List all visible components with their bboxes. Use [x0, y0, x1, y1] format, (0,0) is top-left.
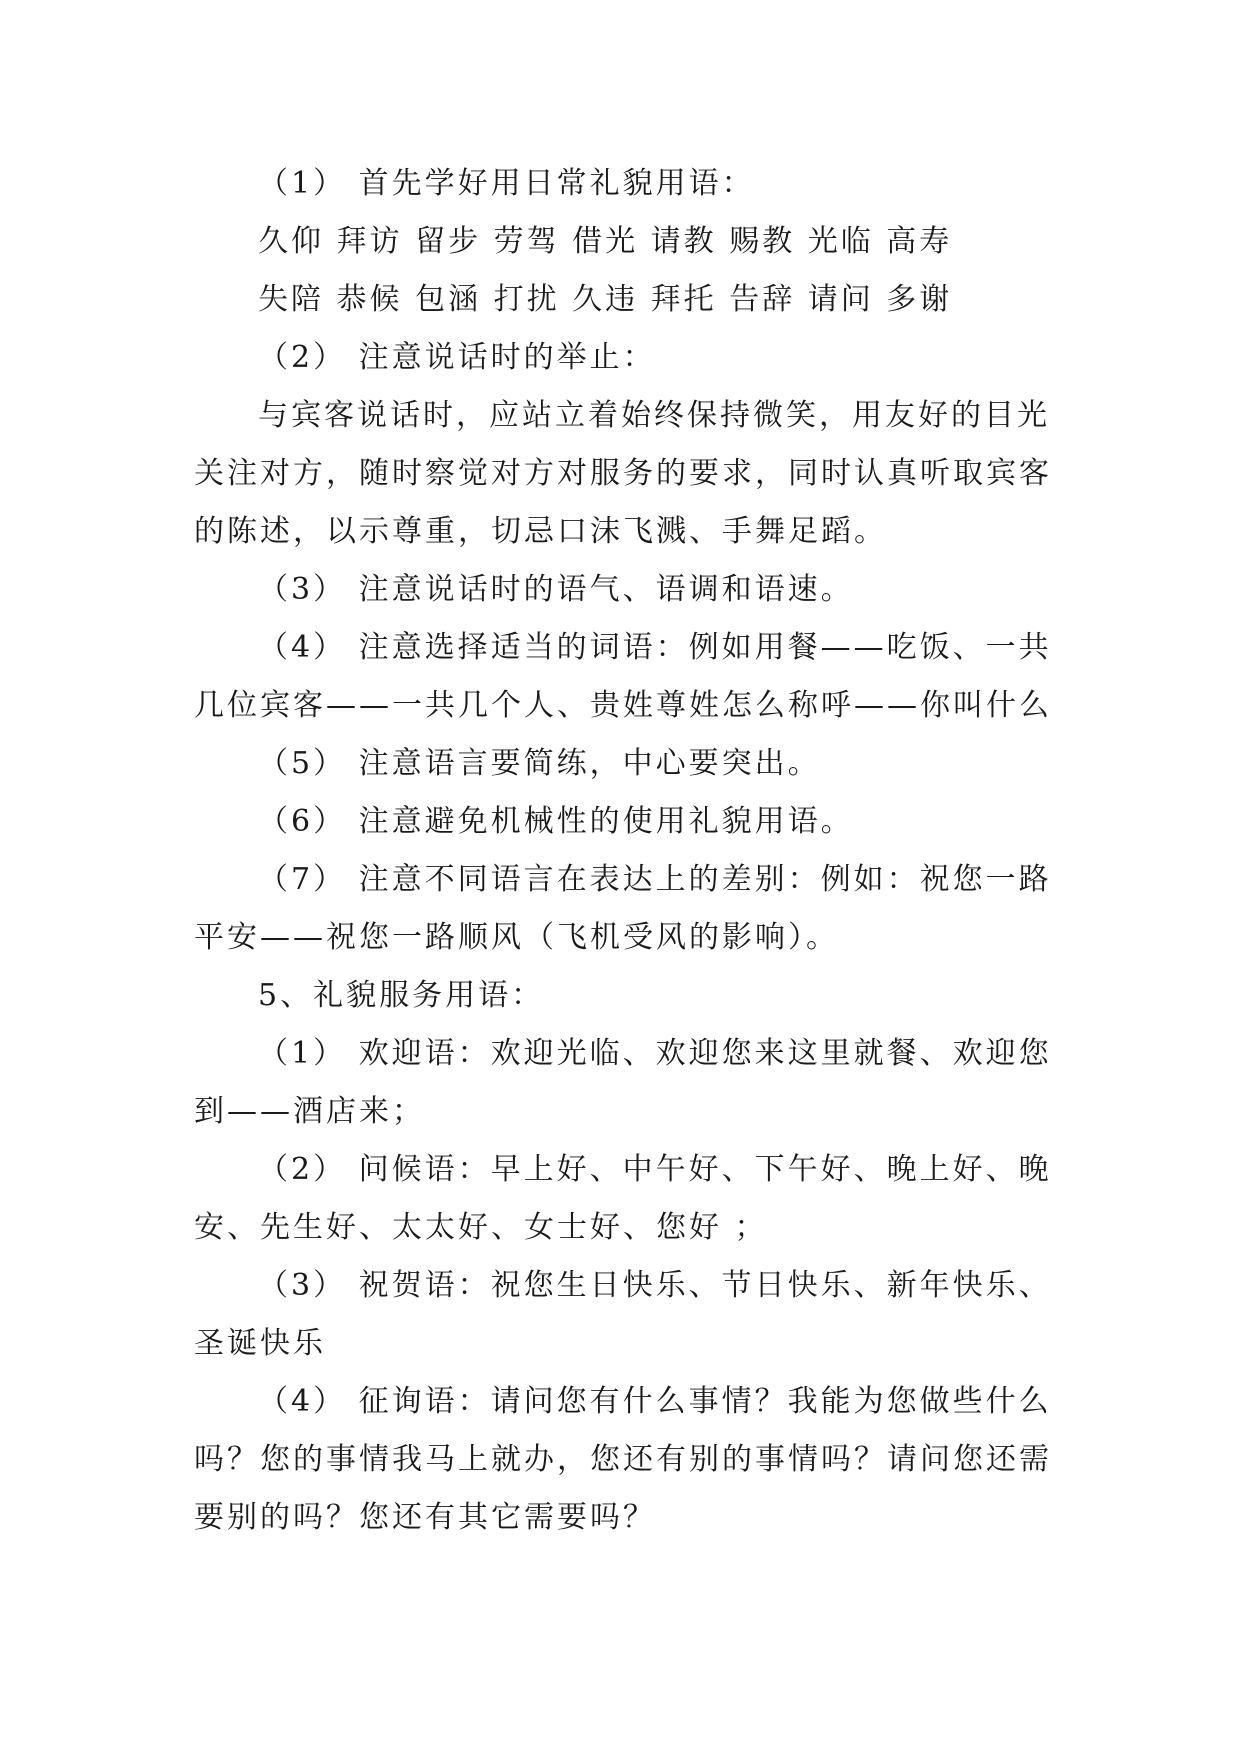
item-1-heading: （1） 首先学好用日常礼貌用语：: [258, 166, 755, 201]
paragraph-line: 平安——祝您一路顺风（飞机受风的影响）。: [194, 920, 839, 955]
paragraph-line: 吗？您的事情我马上就办，您还有别的事情吗？请问您还需: [194, 1442, 1052, 1477]
paragraph-line: 关注对方，随时察觉对方对服务的要求，同时认真听取宾客: [194, 456, 1052, 491]
item-6-heading: （6） 注意避免机械性的使用礼貌用语。: [258, 804, 854, 839]
paragraph-line: 圣诞快乐: [194, 1326, 326, 1361]
congratulation-phrases: （3） 祝贺语：祝您生日快乐、节日快乐、新年快乐、: [258, 1268, 1052, 1303]
paragraph-line: 与宾客说话时，应站立着始终保持微笑，用友好的目光: [258, 398, 1050, 433]
paragraph-line: 到——酒店来；: [194, 1094, 425, 1129]
paragraph-line: 安、先生好、太太好、女士好、您好 ；: [194, 1210, 768, 1245]
polite-words-row-1: 久仰 拜访 留步 劳驾 借光 请教 赐教 光临 高寿: [258, 224, 953, 259]
inquiry-phrases: （4） 征询语：请问您有什么事情？我能为您做些什么: [258, 1384, 1052, 1419]
paragraph-line: 几位宾客——一共几个人、贵姓尊姓怎么称呼——你叫什么: [194, 688, 1052, 723]
paragraph-line: 的陈述，以示尊重，切忌口沫飞溅、手舞足蹈。: [194, 514, 887, 549]
item-3-heading: （3） 注意说话时的语气、语调和语速。: [258, 572, 854, 607]
item-2-heading: （2） 注意说话时的举止：: [258, 340, 656, 375]
item-4-heading: （4） 注意选择适当的词语：例如用餐——吃饭、一共: [258, 630, 1052, 665]
item-7-heading: （7） 注意不同语言在表达上的差别：例如：祝您一路: [258, 862, 1052, 897]
section-5-heading: 5、礼貌服务用语：: [258, 978, 545, 1013]
paragraph-line: 要别的吗？您还有其它需要吗？: [194, 1500, 656, 1535]
polite-words-row-2: 失陪 恭候 包涵 打扰 久违 拜托 告辞 请问 多谢: [258, 282, 953, 317]
greeting-phrases: （2） 问候语：早上好、中午好、下午好、晚上好、晚: [258, 1152, 1052, 1187]
welcome-phrases: （1） 欢迎语：欢迎光临、欢迎您来这里就餐、欢迎您: [258, 1036, 1052, 1071]
item-5-heading: （5） 注意语言要简练，中心要突出。: [258, 746, 821, 781]
